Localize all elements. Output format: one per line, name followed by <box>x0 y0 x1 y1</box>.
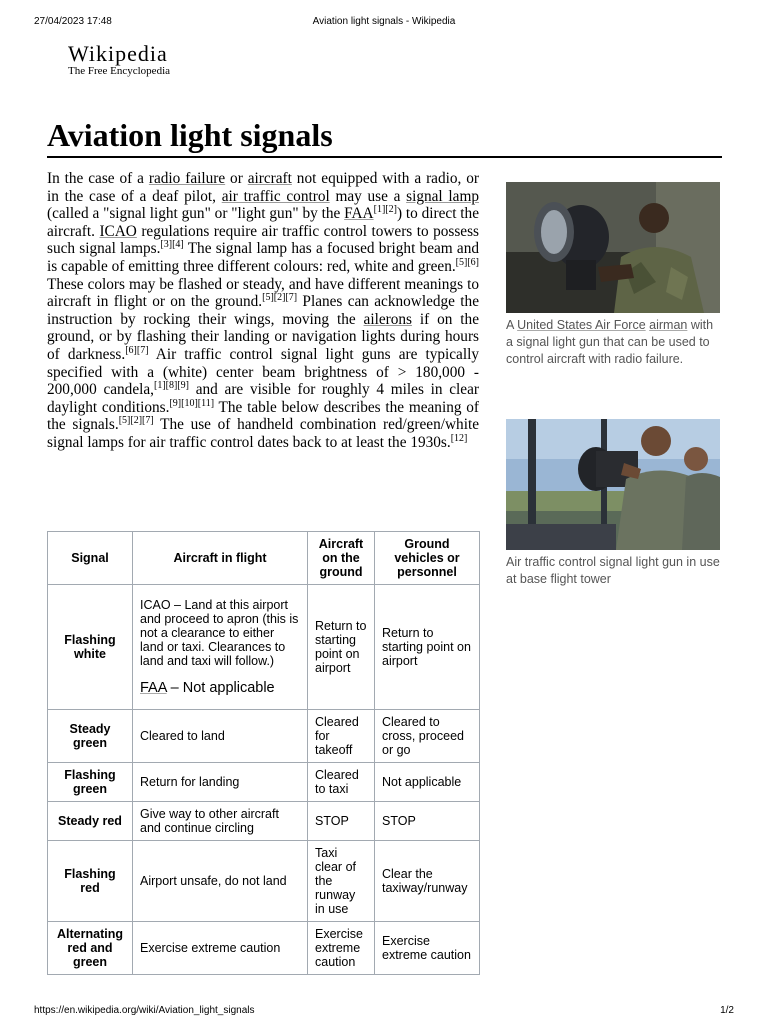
column-header-aircraft-in-flight: Aircraft in flight <box>133 532 308 585</box>
icao-link[interactable]: ICAO <box>99 222 137 240</box>
air-traffic-control-link[interactable]: air traffic control <box>221 187 330 205</box>
table-row <box>48 585 480 710</box>
lead-text: The use of handheld combination red/green/white signal lamps for air traffic control dates back to at least the 1930s. <box>47 416 479 451</box>
citation-ref[interactable]: [12] <box>450 432 468 444</box>
radio-failure-link[interactable]: radio failure <box>148 170 226 187</box>
lead-text: Planes can acknowledge the instruction by rocking their wings, moving the <box>47 293 479 328</box>
citation-ref[interactable]: [3][4] <box>160 239 184 251</box>
page-url: https://en.wikipedia.org/wiki/Aviation_light_signals <box>34 1005 255 1016</box>
print-page-title: Aviation light signals - Wikipedia <box>312 16 456 27</box>
lead-text: or <box>225 170 248 187</box>
citation-ref[interactable]: [5][2][7] <box>262 292 298 304</box>
citation-ref[interactable]: [1][8][9] <box>153 380 189 392</box>
lead-text: These colors may be flashed or steady, and have different meanings to aircraft in flight or on the ground. <box>47 275 479 311</box>
aircraft-in-flight-cell: Give way to other aircraft and continue circling <box>133 802 308 841</box>
ailerons-link[interactable]: ailerons <box>363 310 412 328</box>
airman-signal-gun-photo[interactable] <box>506 182 720 313</box>
column-header-signal: Signal <box>48 532 133 585</box>
aircraft-in-flight-cell: Exercise extreme caution <box>133 922 308 975</box>
signal-cell: Steady red <box>48 802 133 841</box>
ground-vehicles-cell: Return to starting point on airport <box>375 585 480 710</box>
aircraft-on-ground-cell: Exercise extreme caution <box>308 922 375 975</box>
caption-text: with a signal light gun that can be used to control aircraft with radio failure. <box>506 318 714 366</box>
light-signals-table <box>47 531 480 975</box>
citation-ref[interactable]: [1][2] <box>373 204 397 216</box>
figure-tower-signal-gun <box>506 419 720 588</box>
ground-vehicles-cell: Clear the taxiway/runway <box>375 841 480 922</box>
signal-cell: Flashing white <box>48 585 133 710</box>
signal-cell: Alternating red and green <box>48 922 133 975</box>
column-header-aircraft-on-ground: Aircraft on the ground <box>308 532 375 585</box>
table-row <box>48 710 480 763</box>
lead-text: ) to direct the aircraft. <box>47 205 479 240</box>
page-number: 1/2 <box>720 1005 734 1016</box>
logo-wordmark: Wikipedia <box>68 41 168 66</box>
aircraft-in-flight-cell <box>133 585 308 710</box>
citation-ref[interactable]: [5][6] <box>455 256 479 268</box>
citation-ref[interactable]: [9][10][11] <box>169 397 215 409</box>
table-row <box>48 802 480 841</box>
citation-ref[interactable]: [6][7] <box>125 344 149 356</box>
airman-link[interactable]: airman <box>649 318 688 332</box>
ground-vehicles-cell: STOP <box>375 802 480 841</box>
aircraft-on-ground-cell: Return to starting point on airport <box>308 585 375 710</box>
lead-text: regulations require air traffic control towers to possess such signal lamps. <box>47 222 479 258</box>
lead-paragraph <box>47 170 479 452</box>
logo-tagline: The Free Encyclopedia <box>68 65 171 77</box>
ground-vehicles-cell: Exercise extreme caution <box>375 922 480 975</box>
print-date: 27/04/2023 17:48 <box>34 16 112 27</box>
table-header-row <box>48 532 480 585</box>
table-row <box>48 841 480 922</box>
tower-signal-gun-photo[interactable] <box>506 419 720 550</box>
table-row <box>48 922 480 975</box>
lead-text: In the case of a <box>47 170 149 187</box>
aircraft-link[interactable]: aircraft <box>247 170 292 187</box>
aircraft-on-ground-cell: Cleared for takeoff <box>308 710 375 763</box>
lead-text: if on the ground, or by flashing their landing or navigation lights during hours of darkness. <box>47 310 479 363</box>
lead-text: and are visible for roughly 4 miles in clear daylight conditions. <box>47 381 479 416</box>
faa-link[interactable]: FAA <box>140 679 167 696</box>
table-row <box>48 763 480 802</box>
aircraft-in-flight-cell: Airport unsafe, do not land <box>133 841 308 922</box>
lead-text: not equipped with a radio, or in the case of a deaf pilot, <box>47 170 479 205</box>
signal-cell: Flashing red <box>48 841 133 922</box>
lead-text: The table below describes the meaning of the signals. <box>47 398 479 434</box>
faa-link[interactable]: FAA <box>344 205 374 223</box>
caption-text: A <box>506 318 518 332</box>
column-header-ground-vehicles: Ground vehicles or personnel <box>375 532 480 585</box>
wikipedia-logo[interactable] <box>68 43 170 78</box>
aircraft-in-flight-cell: Cleared to land <box>133 710 308 763</box>
citation-ref[interactable]: [5][2][7] <box>118 415 154 427</box>
lead-text: may use a <box>329 187 407 205</box>
aircraft-in-flight-cell: Return for landing <box>133 763 308 802</box>
figure-airman-signal-gun <box>506 182 720 368</box>
lead-text: (called a "signal light gun" or "light gun" by the <box>47 205 345 223</box>
ground-vehicles-cell: Not applicable <box>375 763 480 802</box>
signal-cell: Flashing green <box>48 763 133 802</box>
signal-lamp-link[interactable]: signal lamp <box>406 187 479 205</box>
page-title: Aviation light signals <box>47 115 722 158</box>
figure-caption: Air traffic control signal light gun in use at base flight tower <box>506 555 720 586</box>
us-air-force-link[interactable]: United States Air Force <box>517 318 646 332</box>
ground-vehicles-cell: Cleared to cross, proceed or go <box>375 710 480 763</box>
aircraft-on-ground-cell: Cleared to taxi <box>308 763 375 802</box>
lead-text: Air traffic control signal light guns are typically specified with a (white) center beam brightness of > 180,000 - 200,000 candela, <box>47 345 479 399</box>
signal-cell: Steady green <box>48 710 133 763</box>
aircraft-on-ground-cell: Taxi clear of the runway in use <box>308 841 375 922</box>
lead-text: The signal lamp has a focused bright beam and is capable of emitting three different colours: red, white and green. <box>47 240 479 275</box>
faa-text: – Not applicable <box>166 679 275 696</box>
flight-instruction-icao: ICAO – Land at this airport and proceed to apron (this is not a clearance to either land or taxi. Clearances to land and taxi will follow.) <box>140 597 299 668</box>
flight-instruction-faa <box>140 680 300 697</box>
aircraft-on-ground-cell: STOP <box>308 802 375 841</box>
figure-caption <box>506 317 720 368</box>
